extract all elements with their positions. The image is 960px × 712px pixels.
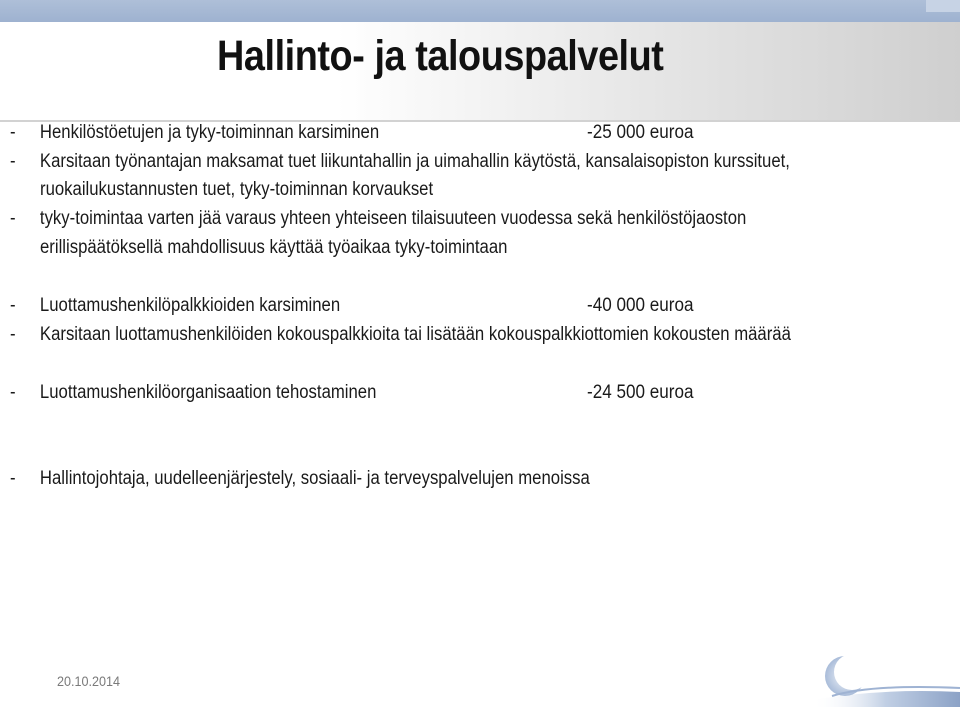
list-item — [10, 293, 340, 319]
amount-value: -25 000 euroa — [587, 122, 694, 143]
list-item-text: Karsitaan luottamushenkilöiden kokouspalkkioita tai lisätään kokouspalkkiottomien kokousten määrää — [39, 324, 791, 345]
list-item-text: Hallintojohtaja, uudelleenjärjestely, sosiaali- ja terveyspalvelujen menoissa — [39, 468, 590, 489]
crescent-moon-logo — [812, 648, 960, 707]
list-item — [10, 466, 590, 492]
amount-value: -24 500 euroa — [587, 382, 694, 403]
list-item — [10, 380, 376, 406]
bullet-marker: - — [10, 468, 16, 489]
bullet-marker: - — [10, 151, 16, 172]
list-item-text: tyky-toimintaa varten jää varaus yhteen yhteiseen tilaisuuteen vuodessa sekä henkilöstöjaoston — [39, 208, 747, 229]
list-item-text: Luottamushenkilöpalkkioiden karsiminen — [39, 295, 341, 316]
bullet-marker: - — [10, 295, 16, 316]
top-bar-step — [926, 0, 960, 12]
list-item — [10, 149, 790, 175]
bullet-marker: - — [10, 382, 16, 403]
bullet-marker: - — [10, 324, 16, 345]
list-item-continuation: ruokailukustannusten tuet, tyky-toiminnan korvaukset — [40, 179, 434, 200]
footer-date: 20.10.2014 — [57, 673, 121, 689]
list-item — [10, 206, 746, 232]
amount-value: -40 000 euroa — [587, 295, 694, 316]
list-item-text: Luottamushenkilöorganisaation tehostaminen — [39, 382, 377, 403]
bullet-marker: - — [10, 122, 16, 143]
bullet-marker: - — [10, 208, 16, 229]
list-item-text: Henkilöstöetujen ja tyky-toiminnan karsiminen — [39, 122, 380, 143]
list-item — [10, 120, 379, 146]
list-item — [10, 322, 791, 348]
slide-title: Hallinto- ja talouspalvelut — [217, 32, 664, 80]
list-item-continuation: erillispäätöksellä mahdollisuus käyttää työaikaa tyky-toimintaan — [40, 237, 508, 258]
list-item-text: Karsitaan työnantajan maksamat tuet liikuntahallin ja uimahallin käytöstä, kansalaisopiston kurssituet, — [39, 151, 790, 172]
top-decorative-bar — [0, 0, 960, 22]
